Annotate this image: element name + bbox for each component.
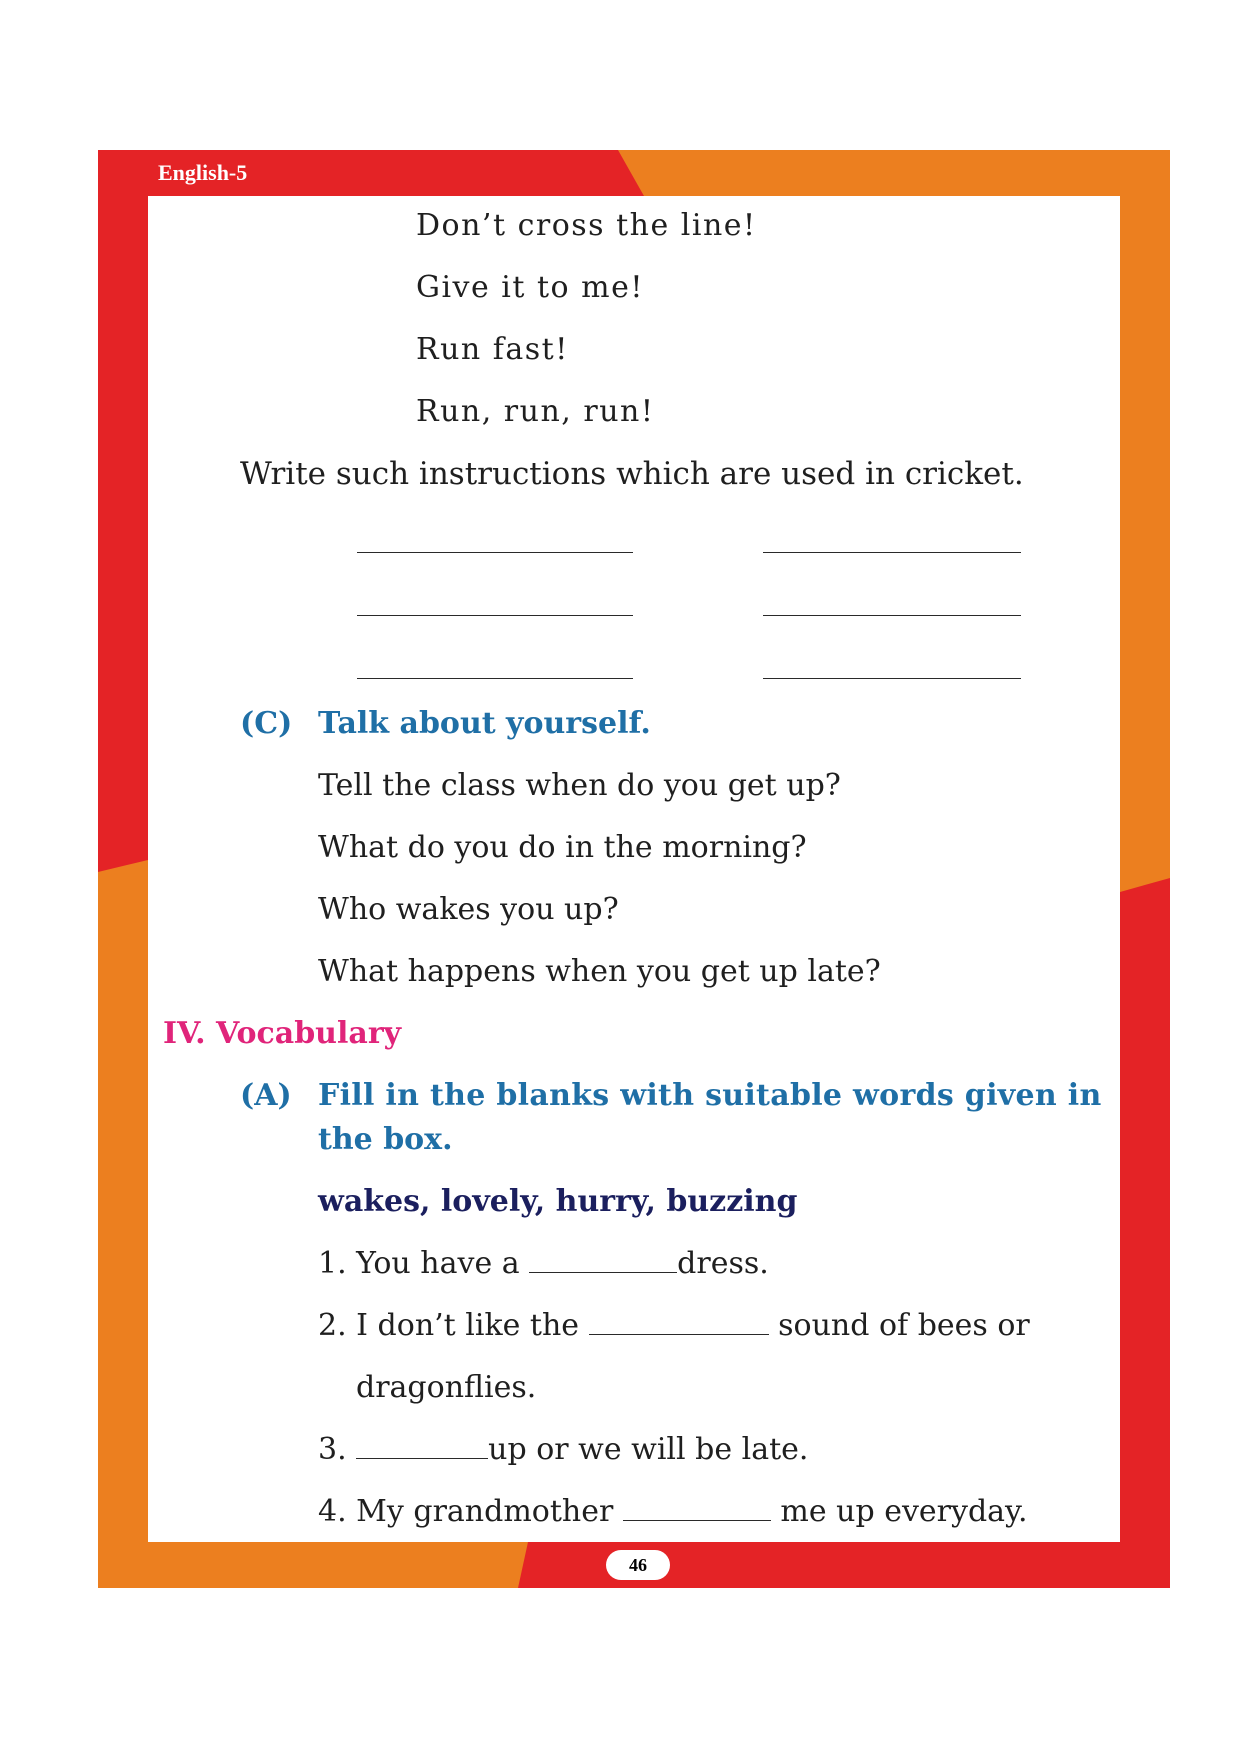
fill-item-4 bbox=[318, 1494, 1028, 1530]
question-item: What happens when you get up late? bbox=[318, 954, 881, 989]
page-number-badge: 46 bbox=[606, 1550, 670, 1580]
fill-item-1 bbox=[318, 1246, 769, 1282]
book-title-label: English-5 bbox=[158, 160, 248, 185]
blank-field[interactable] bbox=[356, 1432, 488, 1459]
part-a-title-line1: Fill in the blanks with suitable words given in bbox=[318, 1078, 1102, 1113]
answer-line[interactable] bbox=[763, 678, 1021, 679]
word-box: wakes, lovely, hurry, buzzing bbox=[318, 1184, 798, 1219]
answer-line[interactable] bbox=[357, 552, 633, 553]
answer-line[interactable] bbox=[763, 615, 1021, 616]
fill-item-2-continuation: dragonflies. bbox=[356, 1370, 537, 1405]
blank-field[interactable] bbox=[529, 1246, 677, 1273]
part-a-label: (A) bbox=[240, 1078, 292, 1113]
answer-line[interactable] bbox=[357, 615, 633, 616]
item-text-after: up or we will be late. bbox=[488, 1432, 809, 1467]
item-text-before: You have a bbox=[356, 1246, 520, 1281]
blank-field[interactable] bbox=[623, 1494, 771, 1521]
write-prompt: Write such instructions which are used in cricket. bbox=[240, 456, 1024, 492]
item-text-before: I don’t like the bbox=[356, 1308, 580, 1343]
item-text-after: me up everyday. bbox=[780, 1494, 1028, 1529]
instruction-line: Run fast! bbox=[416, 332, 569, 367]
answer-line[interactable] bbox=[357, 678, 633, 679]
page-border-frame bbox=[98, 150, 1170, 1588]
section-c-label: (C) bbox=[240, 706, 293, 741]
question-item: What do you do in the morning? bbox=[318, 830, 807, 865]
item-number: 4. bbox=[318, 1494, 347, 1529]
item-number: 1. bbox=[318, 1246, 347, 1281]
item-number: 3. bbox=[318, 1432, 347, 1467]
question-item: Who wakes you up? bbox=[318, 892, 619, 927]
instruction-line: Don’t cross the line! bbox=[416, 208, 757, 243]
blank-field[interactable] bbox=[589, 1308, 769, 1335]
item-text-after: dress. bbox=[677, 1246, 769, 1281]
fill-item-3 bbox=[318, 1432, 808, 1468]
item-text-after: sound of bees or bbox=[778, 1308, 1030, 1343]
item-number: 2. bbox=[318, 1308, 347, 1343]
answer-line[interactable] bbox=[763, 552, 1021, 553]
vocabulary-heading: IV. Vocabulary bbox=[163, 1016, 402, 1051]
fill-item-2 bbox=[318, 1308, 1030, 1344]
part-a-title-line2: the box. bbox=[318, 1122, 453, 1157]
instruction-line: Run, run, run! bbox=[416, 394, 655, 429]
item-text-before: My grandmother bbox=[356, 1494, 614, 1529]
instruction-line: Give it to me! bbox=[416, 270, 644, 305]
section-c-title: Talk about yourself. bbox=[318, 706, 651, 741]
question-item: Tell the class when do you get up? bbox=[318, 768, 841, 803]
